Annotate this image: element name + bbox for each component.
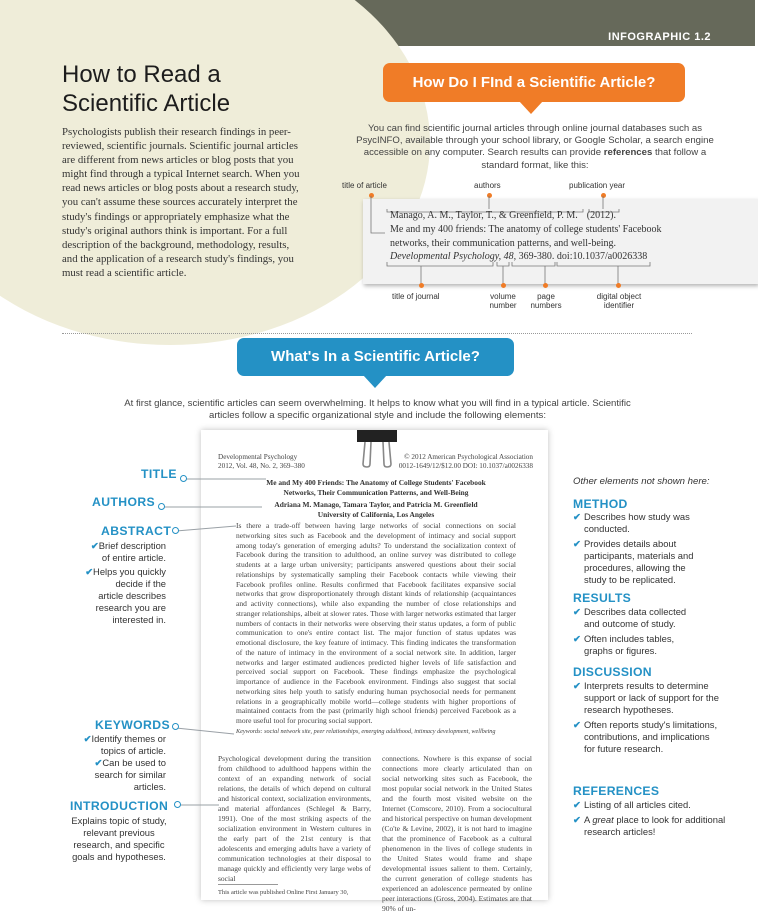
abstract-bullets: ✔ Brief description of entire article. ✔ Helps you quickly decide if the article describes research you are interested in. (85, 540, 166, 625)
authors-label: AUTHORS (92, 495, 156, 509)
whats-in-article-banner: What's In a Scientific Article? (237, 338, 514, 376)
find-article-text: You can find scientific journal articles through online journal databases such as PsycINFO, available through your school library, or Google Scholar, a search engine accessible on any computer. Search results can provide references that follow a standard format, like this: (356, 123, 714, 171)
article-introduction-col1: Psychological development during the transition from childhood to adulthood happens within the context of an expanding network of social relations, the details of which depend on cultural and historical context, socialization environments, and material affordances (Schlegel & Barry, 1991). One of the most striking aspects of the socialization environment in Western cultures in the early part of the 21st century is that adolescents and emerging adults have a variety of communication technologies at their disposal to manage quickly and efficiently very large webs of social (218, 754, 371, 883)
whats-in-article-text: At first glance, scientific articles can seem overwhelming. It helps to know what you will find in a typical article. Scientific articles follow a specific organizational style and include the following elements: (124, 398, 631, 422)
label-publication-year: publication year (569, 181, 626, 190)
connector-dot (158, 503, 165, 510)
article-title: Me and My 400 Friends: The Anatomy of College Students' Facebook Networks, Their Communication Patterns, and Well-Being (266, 478, 486, 497)
label-doi: digital object identifier (596, 292, 642, 310)
method-heading: METHOD (573, 497, 628, 511)
label-authors: authors (474, 181, 501, 190)
label-page-numbers: page numbers (530, 292, 562, 310)
introduction-description: Explains topic of study, relevant previous research, and specific goals and hypotheses. (71, 815, 167, 862)
results-heading: RESULTS (573, 591, 632, 605)
intro-paragraph: Psychologists publish their research findings in peer-reviewed, scientific journals. Scientific journal articles are different from news articles or blog posts that you might find through a typical Internet search. When you read news articles or blog posts about a research study, you can't assume these sources accurately interpret the study's findings or appropriately emphasize what the study's original authors think is important. For a full description of the background, methodology, results, and the application of a research study's findings, you must read a scientific article. (62, 126, 300, 279)
connector-dot (180, 475, 187, 482)
connector-dot (172, 723, 179, 730)
journal-header: Developmental Psychology 2012, Vol. 48, No. 2, 369–380 (218, 453, 305, 470)
label-title-of-journal: title of journal (392, 292, 440, 301)
keywords-bullets: ✔ Identify themes or topics of article. ✔ Can be used to search for similar articles. (83, 733, 166, 792)
title-line-1: How to Read a (62, 61, 221, 88)
abstract-label: ABSTRACT (101, 524, 172, 538)
label-volume-number: volume number (489, 292, 517, 310)
infographic-tag: INFOGRAPHIC 1.2 (608, 31, 711, 43)
other-elements-note: Other elements not shown here: (573, 476, 710, 487)
discussion-bullets: ✔ Interprets results to determine support or lack of support for the research hypotheses. ✔ Often reports study's limitations, contributions, and implications for future research. (573, 680, 719, 754)
title-line-2: Scientific Article (62, 90, 231, 117)
article-keywords: Keywords: social network site, peer relationships, emerging adulthood, intimacy development, wellbeing (236, 728, 496, 735)
article-introduction-col2: connections. Nowhere is this expanse of social connections more clearly articulated than on social networking sites such as Facebook, the most popular social network in the United States and the fourth most visited website on the Internet (Comscore, 2010). From a sociocultural and historical perspective on human development (Co'te & Levine, 2002), it is not hard to imagine that the prominence of Facebook as a cultural phenomenon in the lives of college students in the United States would frame and shape developmental issues salient to them. Certainly, the current generation of college students has experienced an adolescence permeated by online peer interactions (Gross, 2004). Estimates are that 90% of un- (382, 754, 532, 913)
connector-dot (172, 527, 179, 534)
label-title-of-article: title of article (342, 181, 387, 190)
title-label: TITLE (141, 467, 177, 481)
article-authors: Adriana M. Manago, Tamara Taylor, and Patricia M. Greenfield University of California, Los Angeles (274, 500, 478, 519)
references-heading: REFERENCES (573, 784, 660, 798)
connector-dot (174, 801, 181, 808)
keywords-label: KEYWORDS (95, 718, 170, 732)
references-bullets: ✔ Listing of all articles cited. ✔ A great place to look for additional research articles! (573, 799, 726, 837)
discussion-heading: DISCUSSION (573, 665, 652, 679)
article-footnote: This article was published Online First January 30, (218, 889, 349, 896)
method-bullets: ✔ Describes how study was conducted. ✔ Provides details about participants, materials and procedures, allowing the study to be replicated. (573, 511, 694, 585)
sample-citation: Manago, A. M., Taylor, T., & Greenfield, P. M. (2012). Me and my 400 friends: The anatomy of college students' Facebook networks, their communication patterns, and well-being. Developmental Psychology, 48, 369-380. doi:10.1037/a0026338 (390, 210, 662, 263)
results-bullets: ✔ Describes data collected and outcome of study. ✔ Often includes tables, graphs or figures. (573, 606, 687, 656)
copyright-header: © 2012 American Psychological Association 0012-1649/12/$12.00 DOI: 10.1037/a0026338 (398, 453, 533, 470)
article-abstract: Is there a trade-off between having large networks of social connections on social networking sites such as Facebook and the development of intimacy and social support among today's generation of emerging adults? To understand the socialization context of Facebook during the transition to adulthood, an online survey was distributed to college students at a large urban university; participants answered questions about their social relationships by systematically sampling their Facebook contacts while viewing their Facebook profiles online. Results confirmed that Facebook facilitates expansive social networks that grow disproportionately through distant kinds of relationship (acquaintances and activity connections), while also expanding the number of close relationships and stranger relationships, albeit at slower rates. Those with larger networks estimated that larger numbers of contacts in their networks were observing their status updates, a form of public communication to one's entire contact list. The major function of status updates was emotional disclosure, the key feature of intimacy. This finding indicates the transformation of the nature of intimacy in the environment of a social network site. In addition, larger networks and larger estimated audiences predicted higher levels of life satisfaction and perceived social support on Facebook. These findings emphasize the psychological importance of audience in the Facebook environment. Findings also suggest that social networking sites help youth to satisfy enduring human psychosocial needs for permanent relations in a geographically mobile world—college students with higher proportions of maintained contacts from the past (primarily high school friends) perceived Facebook as a more useful tool for procuring social support. (236, 521, 516, 725)
introduction-label: INTRODUCTION (70, 799, 169, 813)
find-article-banner: How Do I FInd a Scientific Article? (383, 63, 685, 102)
